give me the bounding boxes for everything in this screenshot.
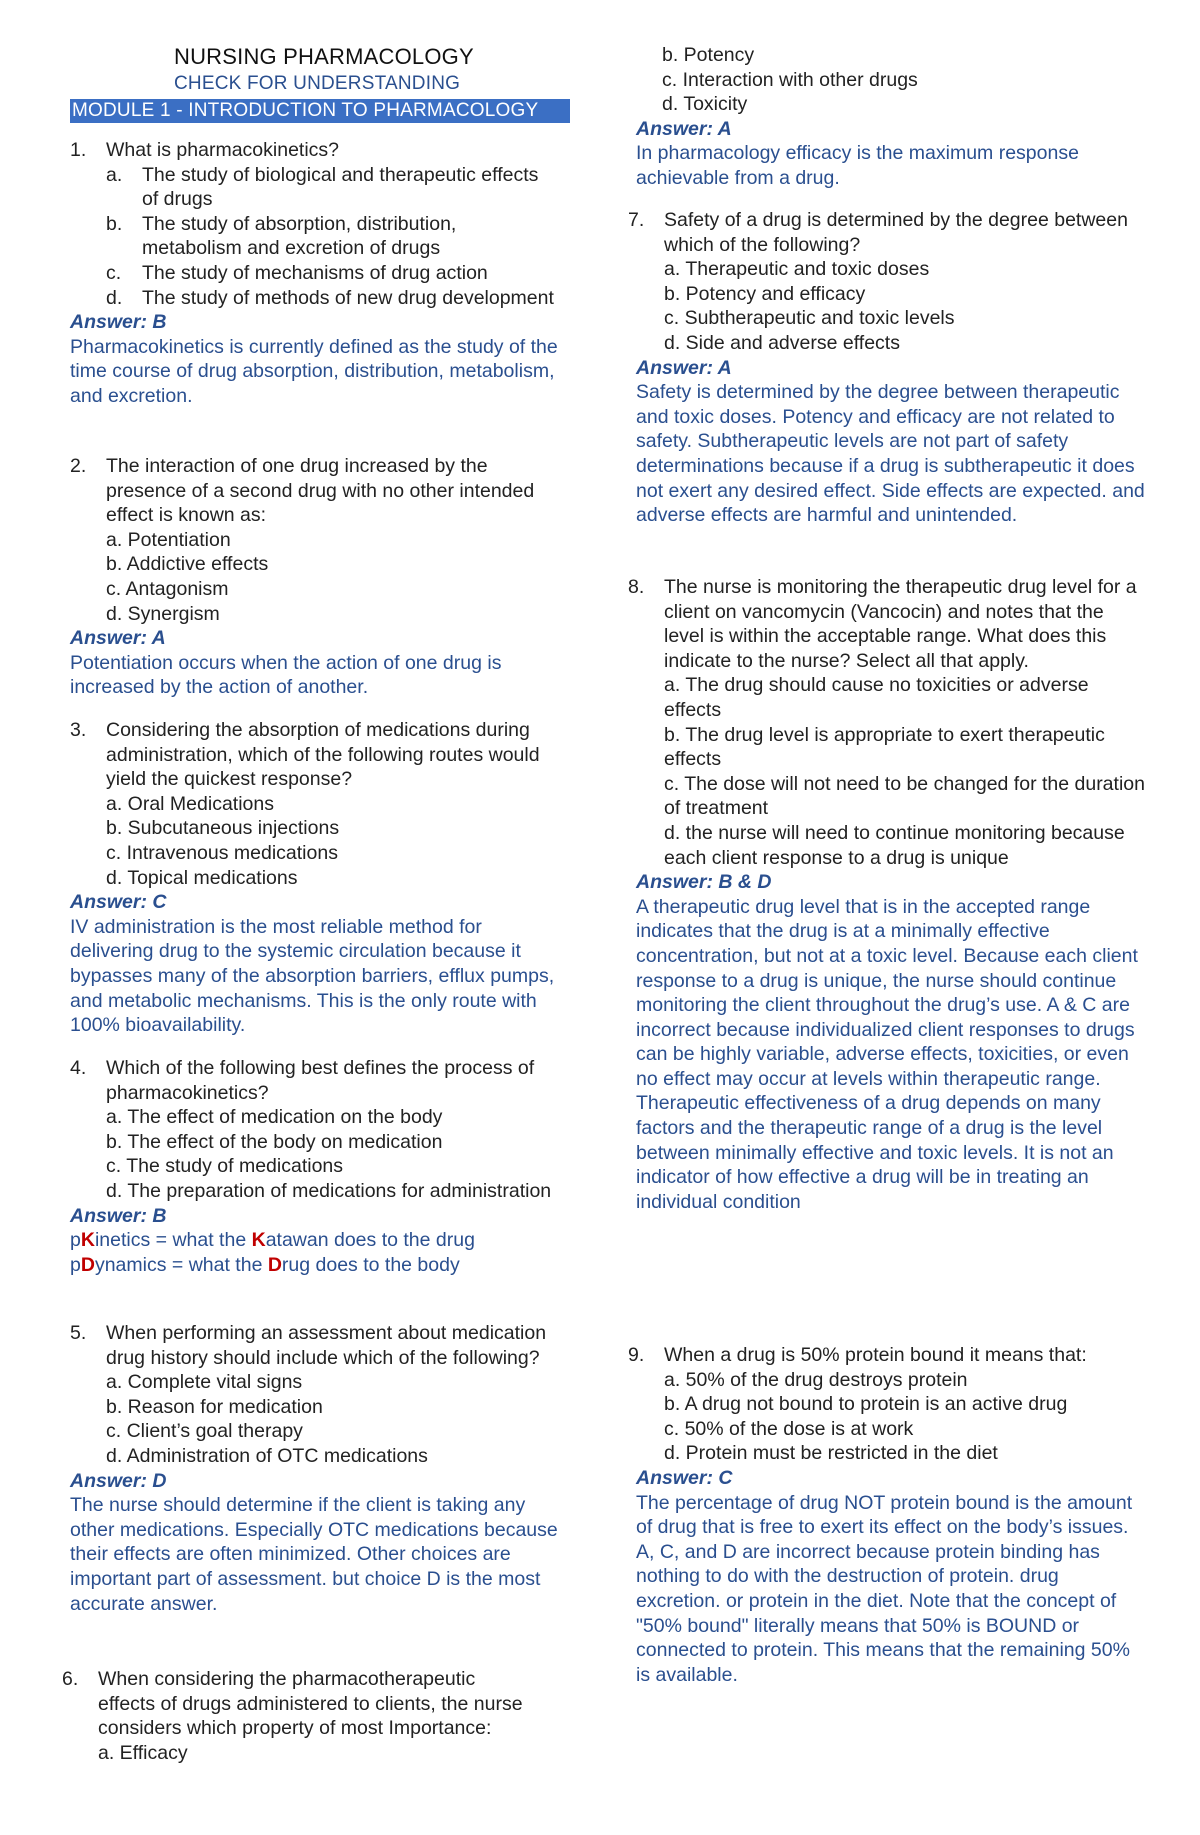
option-a: a. Oral Medications [106,792,274,815]
option-d: d. Synergism [106,602,220,625]
option-c: c. Antagonism [106,577,229,600]
question-number: 3. [70,719,87,741]
answer-explanation: Potentiation occurs when the action of one drug is increased by the action of another. [70,651,502,699]
question-stem [628,575,1148,673]
question-1 [70,138,560,409]
option-b: b. The study of absorption, distribution, metabolism and excretion of drugs [106,212,457,260]
answer-explanation: IV administration is the most reliable method for delivering drug to the systemic circulation because it bypasses many of the absorption barriers, efflux pumps, and metabolic mechanisms. This is the only route with 100% bioavailability. [70,915,555,1037]
document-subtitle: CHECK FOR UNDERSTANDING [174,73,461,94]
question-4 [70,1056,560,1277]
question-text: The nurse is monitoring the therapeutic drug level for a client on vancomycin (Vancocin) and notes that the level is within the acceptable range. What does this indicate to the nurse? Select all that apply. [664,576,1137,672]
question-7 [628,208,1148,528]
answer-explanation: The percentage of drug NOT protein bound is the amount of drug that is free to exert its effect on the body’s issues. A, C, and D are incorrect because protein binding has nothing to do with the destruction of protein. drug excretion. or protein in the diet. Note that the concept of "50% bound" literally means that 50% is BOUND or connected to protein. This means that the remaining 50% is available. [636,1491,1133,1686]
option-c: c. Interaction with other drugs [662,68,918,91]
question-stem [70,138,560,163]
option-a: a. Therapeutic and toxic doses [664,258,930,281]
question-text: The interaction of one drug increased by the presence of a second drug with no other intended effect is known as: [106,455,535,527]
question-5 [70,1321,570,1616]
answer-label: Answer: C [70,891,167,914]
option-d: d. Administration of OTC medications [106,1444,428,1467]
option-c: c. 50% of the dose is at work [664,1417,914,1440]
option-c: c. Subtherapeutic and toxic levels [664,307,955,330]
option-d: d. the nurse will need to continue monitoring because each client response to a drug is unique [664,821,1125,869]
answer-label: Answer: D [70,1469,167,1492]
answer-explanation: Pharmacokinetics is currently defined as the study of the time course of drug absorption, distribution, metabolism, and excretion. [70,335,558,407]
question-stem [628,1343,1148,1368]
question-6-continued [636,43,1156,191]
option-b: b. A drug not bound to protein is an active drug [664,1393,1068,1416]
question-number: 9. [628,1344,645,1366]
option-d: d. Topical medications [106,866,298,889]
option-a: a. Potentiation [106,528,231,551]
question-9 [628,1343,1148,1687]
document-title: NURSING PHARMACOLOGY [174,44,474,69]
question-number: 7. [628,209,645,231]
answer-label: Answer: B [70,311,167,334]
option-d: d. The study of methods of new drug development [106,286,554,309]
answer-label: Answer: B [70,1204,167,1227]
option-c: c. The study of mechanisms of drug action [106,261,488,284]
option-b: b. Potency and efficacy [664,282,866,305]
question-text: What is pharmacokinetics? [106,139,340,161]
question-number: 8. [628,576,645,598]
question-number: 2. [70,455,87,477]
option-b: b. The effect of the body on medication [106,1130,443,1153]
question-2 [70,454,560,700]
question-stem [70,454,560,528]
answer-explanation: Safety is determined by the degree between therapeutic and toxic doses. Potency and efficacy are not related to safety. Subtherapeutic levels are not part of safety determinations because if a drug is subtherapeutic it does not exert any desired effect. Side effects are expected. and adverse effects are harmful and unintended. [636,381,1145,527]
answer-explanation: The nurse should determine if the client is taking any other medications. Especially OTC medications because their effects are often minimized. Other choices are important part of assessment. but choice D is the most accurate answer. [70,1494,558,1615]
question-3 [70,718,560,1038]
answer-label: Answer: A [636,117,732,140]
option-a: a. The study of biological and therapeutic effects of drugs [106,163,539,211]
question-stem [70,1056,560,1105]
question-number: 4. [70,1057,87,1079]
option-d: d. Protein must be restricted in the diet [664,1442,998,1465]
answer-label: Answer: A [636,356,732,379]
question-number: 6. [62,1668,79,1690]
mnemonic-dynamics: pDynamics = what the Drug does to the body [70,1253,460,1276]
question-text: When considering the pharmacotherapeutic effects of drugs administered to clients, the nurse considers which property of most Importance: [98,1668,523,1740]
question-8 [628,575,1148,1214]
option-a: a. Complete vital signs [106,1371,303,1394]
answer-explanation: A therapeutic drug level that is in the accepted range indicates that the drug is at a minimally effective concentration, but not at a toxic level. Because each client response to a drug is unique, the nurse should continue monitoring the client throughout the drug’s use. A & C are incorrect because individualized client responses to drugs can be highly variable, adverse effects, toxicities, or even no effect may occur at levels within therapeutic range. Therapeutic effectiveness of a drug depends on many factors and the therapeutic range of a drug is the level between minimally effective and toxic levels. It is not an indicator of how effective a drug will be in treating an individual condition [636,895,1138,1213]
option-c: c. Client’s goal therapy [106,1420,303,1443]
question-text: Considering the absorption of medications during administration, which of the following routes would yield the quickest response? [106,719,540,791]
option-a: a. Efficacy [98,1741,188,1764]
answer-label: Answer: C [636,1466,733,1489]
option-b: b. Subcutaneous injections [106,817,340,840]
question-number: 5. [70,1322,87,1344]
question-text: When performing an assessment about medication drug history should include which of the following? [106,1322,547,1369]
question-stem [70,1321,570,1370]
option-b: b. Addictive effects [106,553,269,576]
question-6 [62,1667,532,1765]
question-stem [70,718,560,792]
mnemonic-kinetics: pKinetics = what the Katawan does to the drug [70,1229,475,1252]
option-a: a. The drug should cause no toxicities or adverse effects [664,674,1089,721]
option-a: a. The effect of medication on the body [106,1106,443,1129]
answer-label: Answer: B & D [636,871,772,894]
answer-label: Answer: A [70,627,166,650]
question-text: Safety of a drug is determined by the degree between which of the following? [664,209,1128,256]
question-number: 1. [70,139,87,161]
question-stem [62,1667,532,1741]
option-d: d. Side and adverse effects [664,331,900,354]
option-a: a. 50% of the drug destroys protein [664,1368,968,1391]
option-d: d. The preparation of medications for administration [106,1179,552,1202]
option-c: c. The study of medications [106,1155,344,1178]
option-b: b. Reason for medication [106,1395,323,1418]
option-c: c. Intravenous medications [106,841,338,864]
question-text: Which of the following best defines the process of pharmacokinetics? [106,1057,535,1104]
option-c: c. The dose will not need to be changed for the duration of treatment [664,772,1145,820]
question-stem [628,208,1148,257]
option-b: b. Potency [662,44,755,66]
option-b: b. The drug level is appropriate to exert therapeutic effects [664,723,1105,771]
module-banner: MODULE 1 - INTRODUCTION TO PHARMACOLOGY [70,99,570,123]
answer-explanation: In pharmacology efficacy is the maximum response achievable from a drug. [636,142,1079,189]
option-d: d. Toxicity [662,93,748,116]
question-text: When a drug is 50% protein bound it means that: [664,1344,1087,1366]
